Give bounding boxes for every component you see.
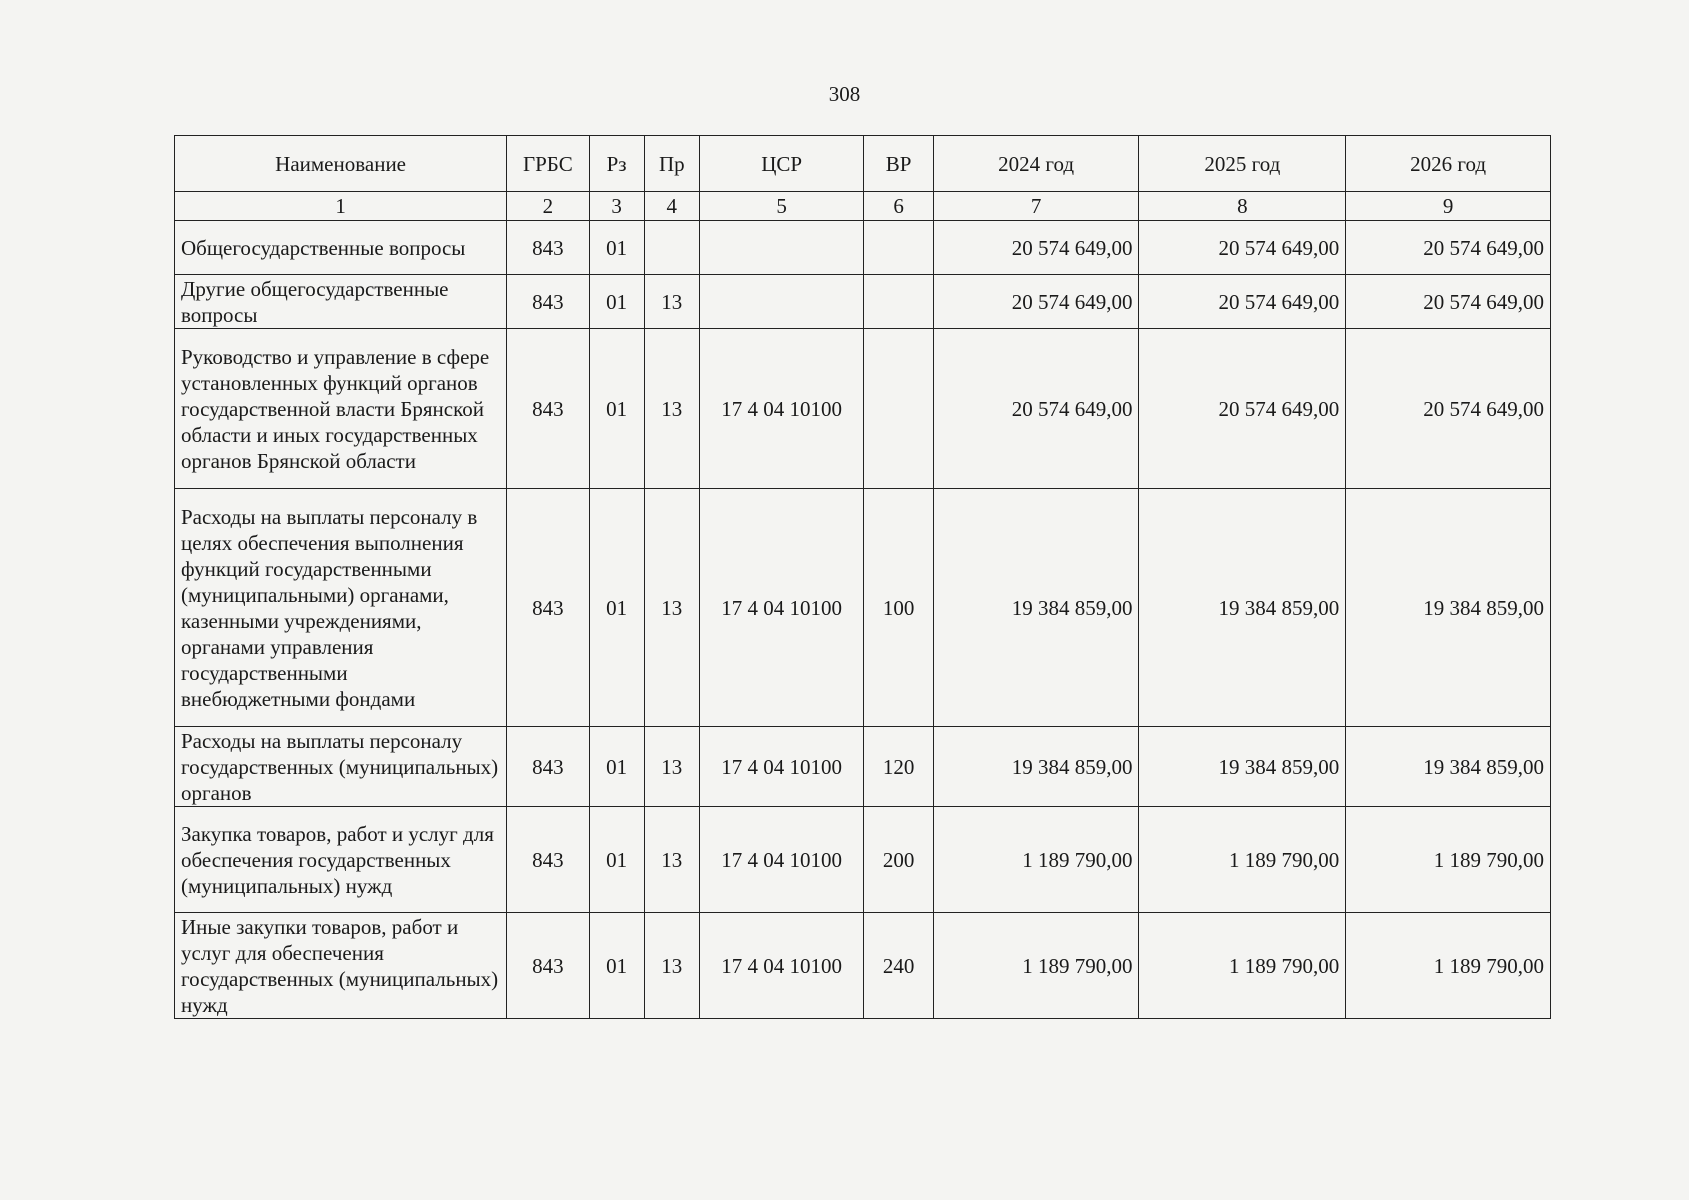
cell-csr: 17 4 04 10100 — [699, 329, 864, 489]
cell-grbs: 843 — [507, 913, 589, 1019]
cell-2025: 1 189 790,00 — [1139, 807, 1346, 913]
cell-2026: 20 574 649,00 — [1346, 221, 1551, 275]
cell-vr: 120 — [864, 727, 933, 807]
cell-rz: 01 — [589, 913, 644, 1019]
cell-pr: 13 — [644, 489, 699, 727]
cell-2026: 1 189 790,00 — [1346, 807, 1551, 913]
budget-table — [174, 135, 1551, 1019]
table-row — [175, 329, 1551, 489]
cell-2026: 1 189 790,00 — [1346, 913, 1551, 1019]
cell-grbs: 843 — [507, 329, 589, 489]
cell-vr: 200 — [864, 807, 933, 913]
table-row — [175, 913, 1551, 1019]
cell-csr: 17 4 04 10100 — [699, 913, 864, 1019]
column-index-row — [175, 192, 1551, 221]
column-index: 6 — [864, 192, 933, 221]
cell-vr: 240 — [864, 913, 933, 1019]
cell-csr: 17 4 04 10100 — [699, 807, 864, 913]
row-name: Закупка товаров, работ и услуг для обеспечения государственных (муниципальных) нужд — [175, 807, 507, 913]
header-csr: ЦСР — [699, 136, 864, 192]
cell-csr: 17 4 04 10100 — [699, 727, 864, 807]
header-vr: ВР — [864, 136, 933, 192]
column-index: 3 — [589, 192, 644, 221]
row-name: Руководство и управление в сфере установленных функций органов государственной власти Брянской области и иных государственных органов Брянской области — [175, 329, 507, 489]
header-rz: Рз — [589, 136, 644, 192]
column-index: 2 — [507, 192, 589, 221]
cell-2024: 20 574 649,00 — [933, 329, 1139, 489]
cell-2025: 20 574 649,00 — [1139, 221, 1346, 275]
row-name: Общегосударственные вопросы — [175, 221, 507, 275]
cell-pr: 13 — [644, 727, 699, 807]
cell-grbs: 843 — [507, 727, 589, 807]
cell-grbs: 843 — [507, 275, 589, 329]
cell-pr: 13 — [644, 807, 699, 913]
cell-rz: 01 — [589, 807, 644, 913]
cell-2025: 19 384 859,00 — [1139, 727, 1346, 807]
header-2026: 2026 год — [1346, 136, 1551, 192]
column-index: 8 — [1139, 192, 1346, 221]
cell-csr — [699, 275, 864, 329]
cell-vr — [864, 221, 933, 275]
cell-pr: 13 — [644, 275, 699, 329]
row-name: Расходы на выплаты персоналу в целях обеспечения выполнения функций государственными (муниципальными) органами, казенными учреждениями, органами управления государственными внебюджетными фондами — [175, 489, 507, 727]
header-name: Наименование — [175, 136, 507, 192]
cell-rz: 01 — [589, 221, 644, 275]
cell-rz: 01 — [589, 727, 644, 807]
cell-rz: 01 — [589, 275, 644, 329]
column-index: 4 — [644, 192, 699, 221]
header-2025: 2025 год — [1139, 136, 1346, 192]
table-row — [175, 807, 1551, 913]
table-row — [175, 275, 1551, 329]
cell-csr — [699, 221, 864, 275]
table-row — [175, 727, 1551, 807]
cell-vr — [864, 329, 933, 489]
cell-rz: 01 — [589, 329, 644, 489]
column-index: 9 — [1346, 192, 1551, 221]
cell-vr — [864, 275, 933, 329]
cell-2026: 20 574 649,00 — [1346, 275, 1551, 329]
cell-vr: 100 — [864, 489, 933, 727]
cell-2025: 20 574 649,00 — [1139, 275, 1346, 329]
cell-pr: 13 — [644, 913, 699, 1019]
cell-grbs: 843 — [507, 489, 589, 727]
cell-rz: 01 — [589, 489, 644, 727]
cell-csr: 17 4 04 10100 — [699, 489, 864, 727]
header-pr: Пр — [644, 136, 699, 192]
cell-2026: 20 574 649,00 — [1346, 329, 1551, 489]
row-name: Расходы на выплаты персоналу государственных (муниципальных) органов — [175, 727, 507, 807]
cell-2026: 19 384 859,00 — [1346, 727, 1551, 807]
column-index: 7 — [933, 192, 1139, 221]
cell-2025: 1 189 790,00 — [1139, 913, 1346, 1019]
cell-2024: 19 384 859,00 — [933, 489, 1139, 727]
column-index: 1 — [175, 192, 507, 221]
cell-2024: 20 574 649,00 — [933, 275, 1139, 329]
cell-2024: 19 384 859,00 — [933, 727, 1139, 807]
cell-2024: 1 189 790,00 — [933, 913, 1139, 1019]
column-index: 5 — [699, 192, 864, 221]
cell-2024: 20 574 649,00 — [933, 221, 1139, 275]
cell-pr: 13 — [644, 329, 699, 489]
cell-grbs: 843 — [507, 807, 589, 913]
cell-2026: 19 384 859,00 — [1346, 489, 1551, 727]
table-row — [175, 221, 1551, 275]
row-name: Иные закупки товаров, работ и услуг для обеспечения государственных (муниципальных) нужд — [175, 913, 507, 1019]
header-grbs: ГРБС — [507, 136, 589, 192]
page-number: 308 — [828, 82, 861, 106]
cell-pr — [644, 221, 699, 275]
table-row — [175, 489, 1551, 727]
row-name: Другие общегосударственные вопросы — [175, 275, 507, 329]
cell-2025: 19 384 859,00 — [1139, 489, 1346, 727]
header-row — [175, 136, 1551, 192]
cell-2024: 1 189 790,00 — [933, 807, 1139, 913]
cell-2025: 20 574 649,00 — [1139, 329, 1346, 489]
cell-grbs: 843 — [507, 221, 589, 275]
header-2024: 2024 год — [933, 136, 1139, 192]
